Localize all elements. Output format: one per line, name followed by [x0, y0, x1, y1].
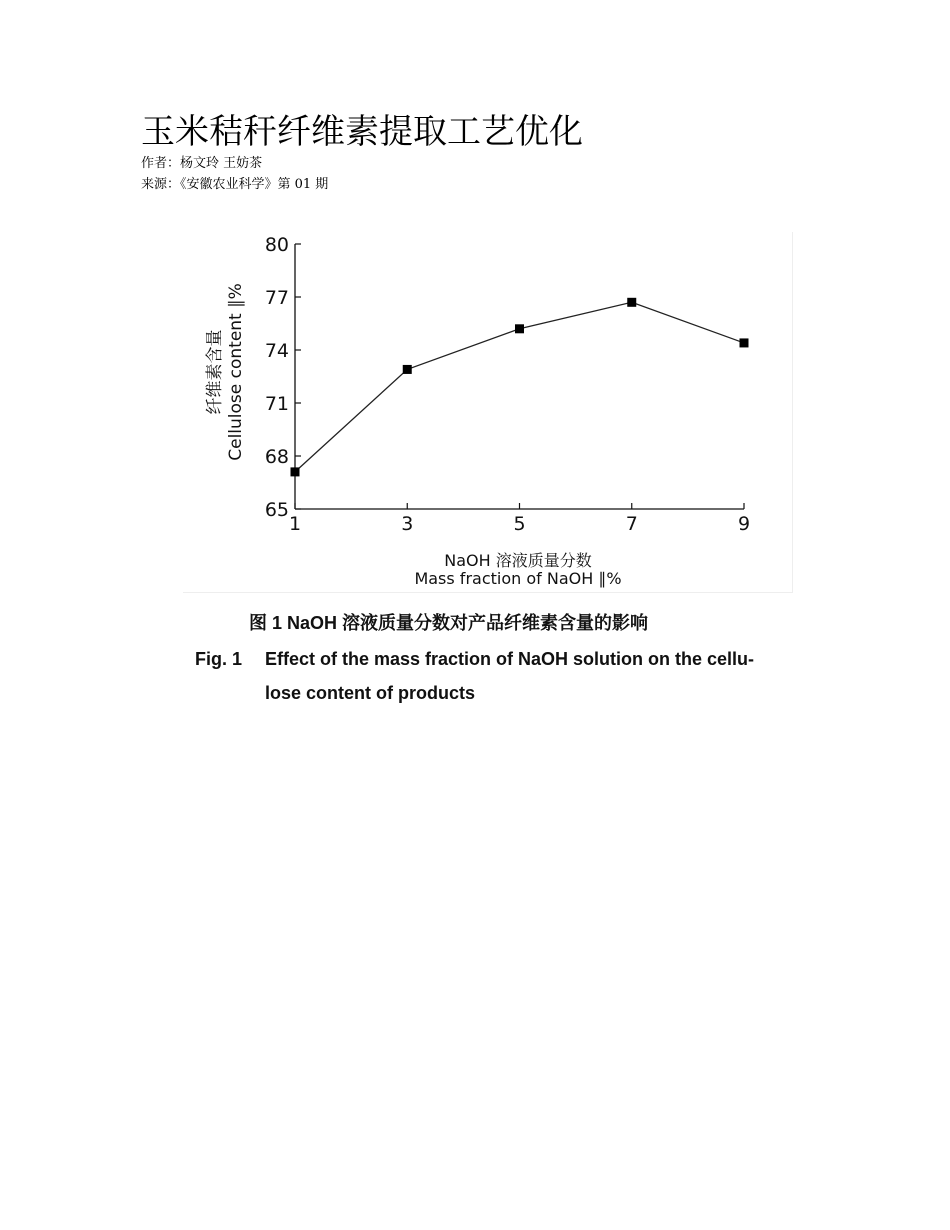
x-tick-label: 1 — [288, 513, 302, 535]
y-tick-label: 74 — [264, 340, 289, 362]
figure-number-label: Fig. 1 — [195, 649, 243, 669]
x-axis-label-en: Mass fraction of NaOH ∥% — [414, 569, 622, 588]
y-axis-label-en: Cellulose content ∥% — [226, 283, 246, 461]
x-ticks — [289, 503, 750, 535]
x-axis-label-zh: NaOH 溶液质量分数 — [444, 551, 592, 570]
data-point-marker — [291, 467, 300, 476]
y-axis-label-zh: 纤维素含量 — [205, 329, 225, 415]
x-tick-label: 9 — [737, 513, 751, 535]
figure-caption-en-text: Effect of the mass fraction of NaOH solution on the cellu- — [265, 649, 755, 669]
figure-caption-en-line2: lose content of products — [265, 683, 476, 703]
series-cellulose-content — [291, 298, 749, 477]
article-title: 玉米秸秆纤维素提取工艺优化 — [141, 112, 583, 152]
y-tick-label: 68 — [264, 446, 289, 468]
chart-axes — [295, 244, 744, 509]
figure-cellulose-vs-naoh — [183, 232, 793, 593]
y-tick-label: 80 — [264, 234, 289, 256]
figure-caption-zh: 图 1 NaOH 溶液质量分数对产品纤维素含量的影响 — [249, 613, 649, 633]
figure-caption-en-line1 — [195, 646, 754, 672]
y-tick-label: 71 — [264, 393, 289, 415]
x-tick-label: 5 — [513, 513, 526, 535]
y-tick-label: 77 — [264, 287, 289, 309]
line-chart — [183, 232, 792, 592]
y-tick-label: 65 — [264, 499, 289, 521]
data-point-marker — [627, 298, 636, 307]
x-tick-label: 7 — [625, 513, 638, 535]
author-line: 作者：杨文玲 王妨茶 — [141, 156, 263, 171]
x-tick-label: 3 — [401, 513, 414, 535]
axis-labels — [205, 283, 622, 588]
source-line: 来源：《安徽农业科学》第 01 期 — [141, 177, 329, 192]
data-point-marker — [740, 338, 749, 347]
data-point-marker — [403, 365, 412, 374]
data-point-marker — [515, 324, 524, 333]
